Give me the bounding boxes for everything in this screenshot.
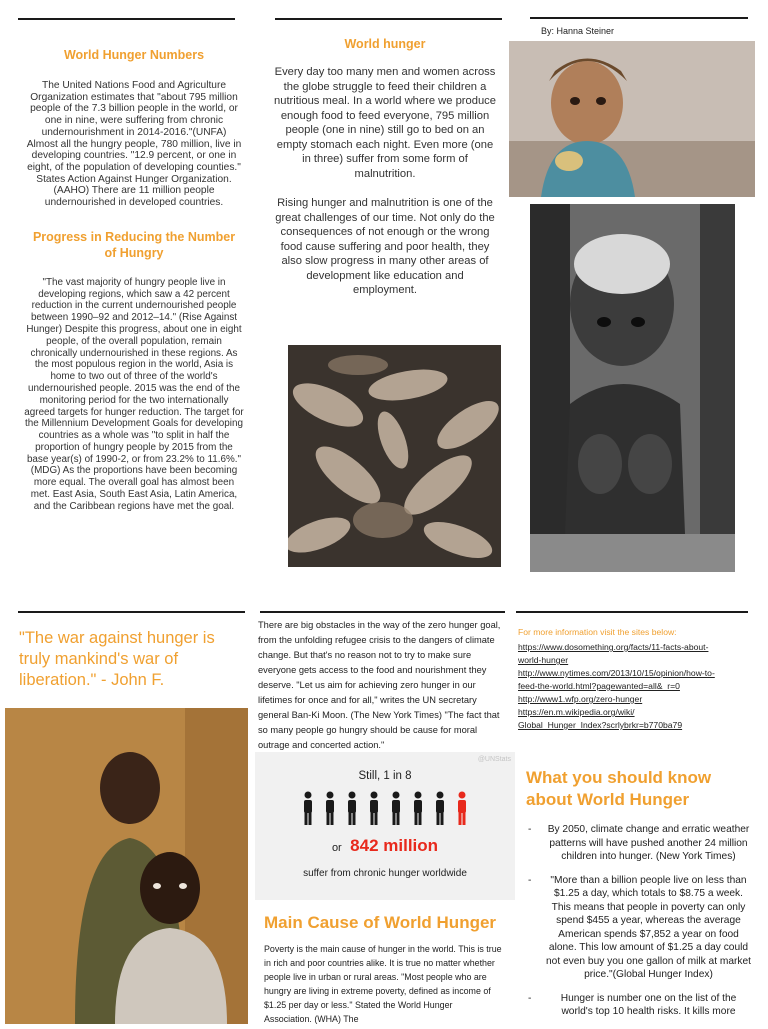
byline: By: Hanna Steiner <box>541 26 615 36</box>
world-hunger-para1: Every day too many men and women across the globe struggle to feed their children a nutritious meal. In a world where we produce enough food to feed everyone, 795 million people (one in nine) still go to bed on an empty stomach each night. Even more (one in three) suffer from some form of malnutrition. <box>274 66 496 180</box>
still-1-in-8: Still, 1 in 8 <box>358 770 412 782</box>
person-icon <box>414 792 422 826</box>
top-rule-mid <box>275 18 502 20</box>
suffer-label: suffer from chronic hunger worldwide <box>303 868 467 879</box>
numbers-title: World Hunger Numbers <box>63 48 205 62</box>
numbers-text: The United Nations Food and Agriculture Organization estimates that "about 795 million people of the 7.3 billion people in the world, or one in nine, were suffering from chronic undernourishment in 2014-2016."(UNFA) Almost all the hungry people, 780 million, live in developing countries. "12.9 percent, or one in eight, of the population of developing counties." States Action Against Hunger Organization. (AAHO) There are 11 million people undernourished in developed countries. <box>26 80 242 209</box>
world-hunger-title: World hunger <box>344 37 426 51</box>
top-rule-left <box>18 18 235 20</box>
jfk-quote: "The war against hunger is truly mankind's war of liberation." - John F. <box>19 629 215 689</box>
link-line-2[interactable]: world-hunger <box>518 655 569 665</box>
person-icon <box>370 792 378 826</box>
link-line-6[interactable]: https://en.m.wikipedia.org/wiki/ <box>518 707 635 717</box>
bullet-climate: - By 2050, climate change and erratic weather patterns will have pushed another 24 million children into hunger. (New York Times) <box>526 823 751 864</box>
know-block <box>526 767 751 1029</box>
hunger-infographic <box>255 752 515 900</box>
column-left <box>24 48 244 513</box>
links-block <box>518 626 753 732</box>
know-title: What you should know about World Hunger <box>526 768 712 809</box>
link-line-5[interactable]: http://www1.wfp.org/zero-hunger <box>518 694 643 704</box>
obstacles-block <box>258 618 502 753</box>
top-rule-right <box>530 17 748 19</box>
link-line-3[interactable]: http://www.nytimes.com/2013/10/15/opinion/how-to- <box>518 668 715 678</box>
person-icon <box>392 792 400 826</box>
main-cause-block <box>264 912 502 1026</box>
link-line-7[interactable]: Global_Hunger_Index?scrlybrkr=b770ba79 <box>518 720 683 730</box>
obstacles-text: There are big obstacles in the way of the zero hunger goal, from the unfolding refugee crisis to the dangers of climate change. But that's no reason not to try to make sure everyone gets access to the food and nourishment they deserve. "Let us aim for achieving zero hunger in our lifetimes for once and for all," writes the UN secretary general Ban-Ki Moon. (The New York Times) "The fact that so many people go hungry should be cause for moral outrage and concerted action." <box>258 620 501 750</box>
people-icons <box>297 791 477 827</box>
link-line-1[interactable]: https://www.dosomething.org/facts/11-facts-about- <box>518 642 709 652</box>
main-cause-text: Poverty is the main cause of hunger in the world. This is true in rich and poor countries alike. It is true no matter whether people live in urban or rural areas. "Most people who are hungry are living in extreme poverty, defined as income of $1.25 per day or less." Stated the World Hunger Association. (WHA) The <box>264 944 502 1024</box>
person-icon <box>348 792 356 826</box>
bottom-rule-left <box>18 611 245 613</box>
column-middle <box>274 37 496 298</box>
or-label: or <box>331 842 342 854</box>
bottom-rule-right <box>516 611 748 613</box>
world-hunger-para2: Rising hunger and malnutrition is one of the great challenges of our time. Not only do the consequences of not enough or the wrong food cause suffering and poor health, they also slow progress in many other areas of development like education and employment. <box>275 197 495 296</box>
bullet-health-risk: - Hunger is number one on the list of the world's top 10 health risks. It kills more <box>526 992 751 1019</box>
person-icon <box>304 792 312 826</box>
progress-title: Progress in Reducing the Number of Hungry <box>32 229 236 260</box>
girl-photo <box>509 41 755 197</box>
quote-block <box>19 628 239 691</box>
million-label: 842 million <box>350 836 439 855</box>
links-intro: For more information visit the sites below: <box>518 627 677 637</box>
children-photo <box>5 708 248 1024</box>
main-cause-title: Main Cause of World Hunger <box>264 913 497 932</box>
or-842-million <box>255 836 515 856</box>
know-bullets <box>526 823 751 1019</box>
bottom-rule-mid <box>260 611 505 613</box>
link-line-4[interactable]: feed-the-world.html?pagewanted=all&_r=0 <box>518 681 680 691</box>
person-icon <box>436 792 444 826</box>
unstats-watermark: @UNStats <box>477 756 511 763</box>
bullet-poverty: - "More than a billion people live on less than $1.25 a day, which totals to $8.75 a week. This means that people in poverty can only spend $455 a year, whereas the average American spends $7,852 a year on food alone. This low amount of $1.25 a day could not even buy you one gallon of milk at market price."(Global Hunger Index) <box>526 874 751 982</box>
person-icon-hungry <box>458 792 466 826</box>
progress-text: "The vast majority of hungry people live in developing regions, which saw a 42 percent reduction in the current undernourished people between 1990–92 and 2012–14." (Rise Against Hunger) Despite this progress, about one in eight people, of the overall population, remain chronically undernourished in these regions. As the most populous region in the world, Asia is home to two out of three of the world's undernourished people. 2015 was the end of the monitoring period for the two internationally agreed targets for hunger reduction. The target for the Millennium Development Goals for developing countries as a whole was "to split in half the proportion of hungry people by 2015 from the base year(s) of 1990-2, or from 23.2% to 11.6%." (MDG) As the proportions have been becoming more equal. The overall goal has almost been met. East Asia, South East Asia, Latin America, and the Caribbean regions have met the goal. <box>24 276 244 512</box>
hands-photo <box>288 345 501 567</box>
person-icon <box>326 792 334 826</box>
child-bw-photo <box>530 204 735 572</box>
